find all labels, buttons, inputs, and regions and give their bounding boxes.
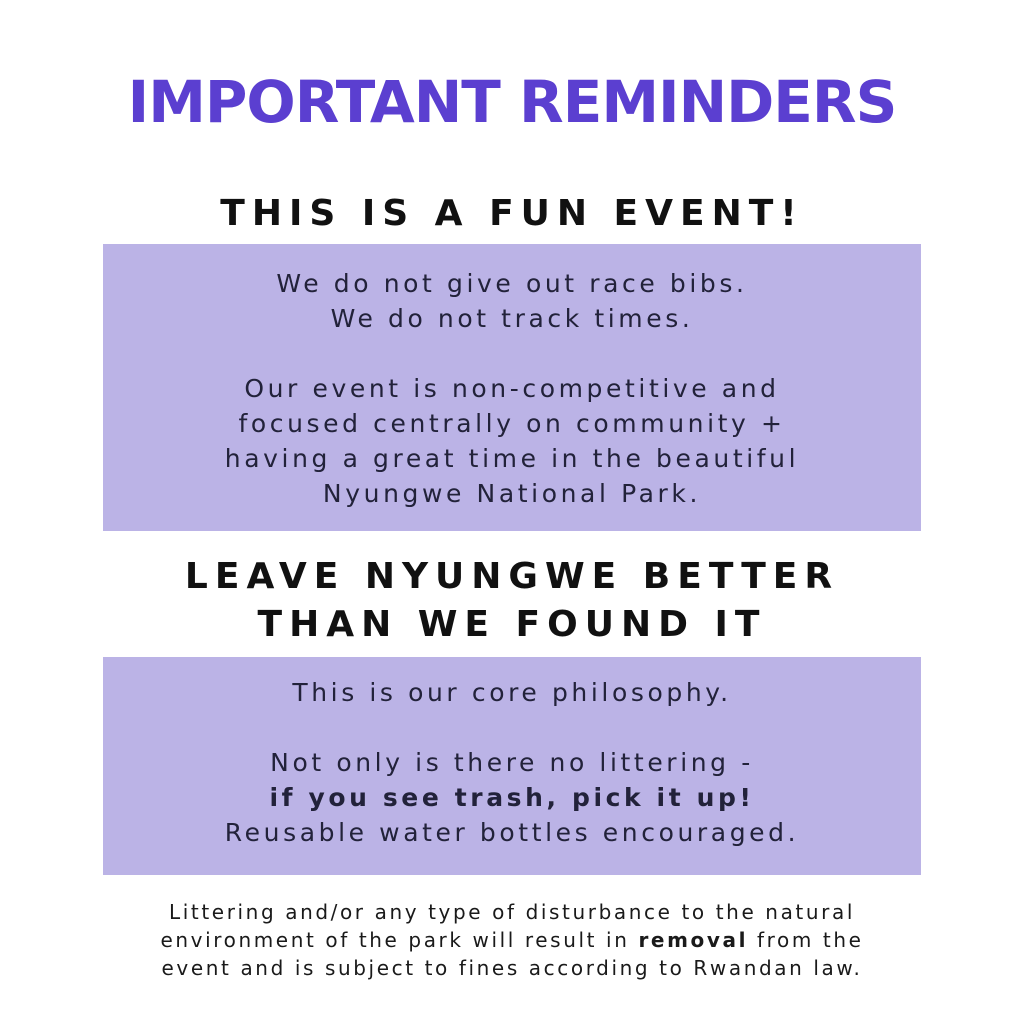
footer-line: event and is subject to fines according to Rwandan law. <box>161 956 863 980</box>
info-line: We do not track times. <box>330 304 694 333</box>
info-line: Reusable water bottles encouraged. <box>224 818 800 847</box>
info-line: We do not give out race bibs. <box>276 269 748 298</box>
info-line: This is our core philosophy. <box>292 678 732 707</box>
info-line: Nyungwe National Park. <box>322 479 702 508</box>
removal-emphasis: removal <box>638 928 749 952</box>
footer-line: Littering and/or any type of disturbance to the natural <box>169 900 855 924</box>
footer-line <box>0 926 1024 954</box>
fun-event-info-box <box>103 244 921 531</box>
philosophy-text <box>103 657 921 850</box>
footer-text: from the <box>748 928 864 952</box>
footer-text: environment of the park will result in <box>160 928 639 952</box>
footer-notice <box>0 898 1024 982</box>
page-title: IMPORTANT REMINDERS <box>127 68 897 136</box>
info-line: having a great time in the beautiful <box>224 444 800 473</box>
heading-line: THAN WE FOUND IT <box>257 604 767 645</box>
section-heading-fun-event: THIS IS A FUN EVENT! <box>220 193 804 234</box>
pick-up-trash-callout: if you see trash, pick it up! <box>269 783 755 812</box>
heading-line: LEAVE NYUNGWE BETTER <box>184 556 840 597</box>
fun-event-text <box>103 244 921 511</box>
info-line: Our event is non-competitive and <box>244 374 780 403</box>
info-line: focused centrally on community + <box>238 409 786 438</box>
info-line: Not only is there no littering - <box>270 748 754 777</box>
section-heading-leave-nyungwe <box>0 553 1024 649</box>
philosophy-info-box <box>103 657 921 875</box>
